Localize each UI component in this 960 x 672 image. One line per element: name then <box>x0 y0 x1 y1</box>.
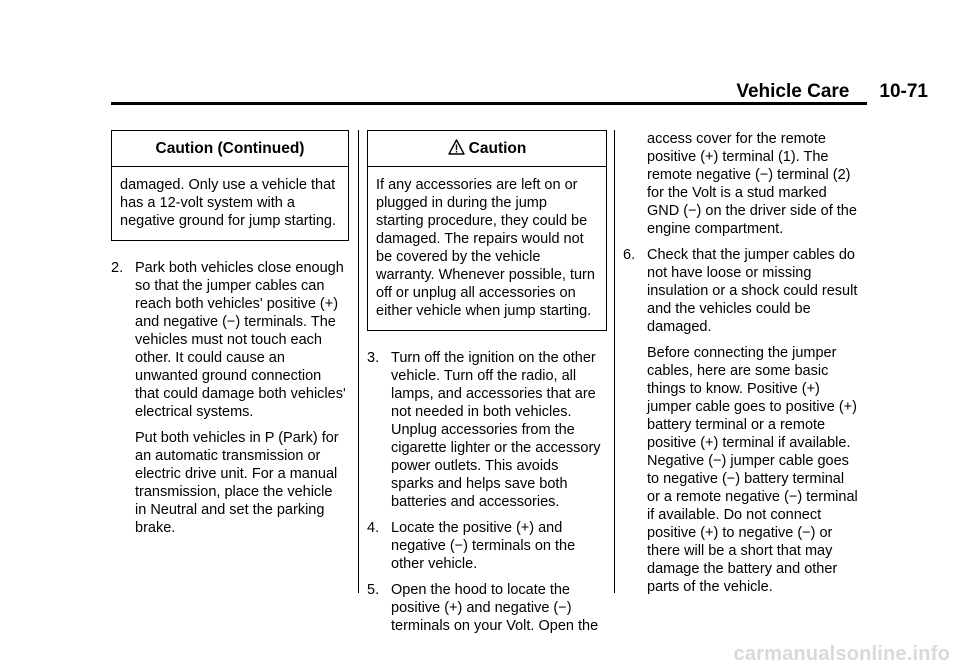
step-4 <box>367 519 607 573</box>
text-line: that could damage both vehicles' <box>135 386 346 402</box>
text-line: batteries and accessories. <box>391 494 560 510</box>
text-line: be covered by the vehicle <box>376 249 541 265</box>
text-line: If any accessories are left on or <box>376 177 578 193</box>
step-5 <box>367 581 607 635</box>
text-line: things to know. Positive (+) <box>647 381 820 397</box>
text-line: Unplug accessories from the <box>391 422 575 438</box>
text-line: so that the jumper cables can <box>135 278 325 294</box>
text-line: in Neutral and set the parking <box>135 502 325 518</box>
text-line: battery terminal or a remote <box>647 417 826 433</box>
text-line: electrical systems. <box>135 404 254 420</box>
text-line: unwanted ground connection <box>135 368 322 384</box>
step-number: 6. <box>623 247 636 263</box>
text-line: damaged. The repairs would not <box>376 231 584 247</box>
text-line: reach both vehicles' positive (+) <box>135 296 339 312</box>
text-line: warranty. Whenever possible, turn <box>376 267 595 283</box>
text-line: if available. Do not connect <box>647 507 822 523</box>
text-line: jumper cable goes to positive (+) <box>647 399 857 415</box>
caution-text <box>368 167 606 330</box>
text-line: Park both vehicles close enough <box>135 260 344 276</box>
text-line: other. It could cause an <box>135 350 285 366</box>
text-line: negative (−) terminals on the <box>391 538 576 554</box>
text-line: positive (+) terminal if available. <box>647 435 851 451</box>
caution-continued-box <box>111 130 349 241</box>
text-line: lamps, and accessories that are <box>391 386 596 402</box>
caution-header <box>368 131 606 167</box>
column-1 <box>111 130 349 537</box>
step-5-continued <box>623 130 869 238</box>
text-line: vehicle. Turn off the radio, all <box>391 368 577 384</box>
text-line: Check that the jumper cables do <box>647 247 855 263</box>
text-line: for the Volt is a stud marked <box>647 185 827 201</box>
text-line: or a remote negative (−) terminal <box>647 489 858 505</box>
page-number: 10-71 <box>879 81 928 102</box>
text-line: Turn off the ignition on the other <box>391 350 596 366</box>
text-line: damaged. Only use a vehicle that <box>120 177 336 193</box>
caution-continued-title: Caution (Continued) <box>112 131 348 167</box>
section-title: Vehicle Care <box>736 81 850 102</box>
caution-box <box>367 130 607 331</box>
step-3 <box>367 349 607 511</box>
text-line: Before connecting the jumper <box>647 345 837 361</box>
text-line: positive (+) and negative (−) <box>391 600 572 616</box>
text-line: Negative (−) jumper cable goes <box>647 453 849 469</box>
text-line: electric drive unit. For a manual <box>135 466 338 482</box>
step-2 <box>111 259 349 537</box>
step-number: 4. <box>367 520 380 536</box>
step-6 <box>623 246 869 596</box>
text-line: Open the hood to locate the <box>391 582 570 598</box>
text-line: GND (−) on the driver side of the <box>647 203 857 219</box>
step-2-note <box>135 429 349 537</box>
text-line: starting procedure, they could be <box>376 213 588 229</box>
text-line: an automatic transmission or <box>135 448 321 464</box>
step-6-note <box>647 344 869 596</box>
text-line: damage the battery and other <box>647 561 838 577</box>
text-line: there will be a short that may <box>647 543 833 559</box>
text-line: transmission, place the vehicle <box>135 484 333 500</box>
caution-title: Caution <box>468 140 527 157</box>
text-line: insulation or a shock could result <box>647 283 858 299</box>
step-number: 3. <box>367 350 380 366</box>
text-line: parts of the vehicle. <box>647 579 773 595</box>
text-line: plugged in during the jump <box>376 195 547 211</box>
text-line: cables, here are some basic <box>647 363 829 379</box>
header-rule <box>111 102 867 105</box>
column-2 <box>367 130 607 635</box>
column-divider-1 <box>358 130 359 593</box>
text-line: remote negative (−) terminal (2) <box>647 167 851 183</box>
text-line: negative ground for jump starting. <box>120 213 337 229</box>
warning-triangle-icon <box>448 133 465 169</box>
text-line: terminals on your Volt. Open the <box>391 618 599 634</box>
text-line: not have loose or missing <box>647 265 812 281</box>
text-line: power outlets. This avoids <box>391 458 559 474</box>
text-line: brake. <box>135 520 176 536</box>
column-3 <box>623 130 869 596</box>
text-line: positive (+) to negative (−) or <box>647 525 833 541</box>
page-header <box>660 81 928 103</box>
text-line: and the vehicles could be <box>647 301 811 317</box>
text-line: not needed in both vehicles. <box>391 404 572 420</box>
text-line: has a 12-volt system with a <box>120 195 295 211</box>
column-divider-2 <box>614 130 615 593</box>
text-line: vehicles must not touch each <box>135 332 322 348</box>
text-line: cigarette lighter or the accessory <box>391 440 601 456</box>
text-line: and negative (−) terminals. The <box>135 314 336 330</box>
text-line: engine compartment. <box>647 221 784 237</box>
text-line: other vehicle. <box>391 556 478 572</box>
text-line: off or unplug all accessories on <box>376 285 576 301</box>
text-line: positive (+) terminal (1). The <box>647 149 829 165</box>
step-number: 5. <box>367 582 380 598</box>
watermark: carmanualsonline.info <box>733 643 950 665</box>
caution-continued-text <box>112 167 348 240</box>
step-number: 2. <box>111 260 124 276</box>
text-line: either vehicle when jump starting. <box>376 303 592 319</box>
text-line: to negative (−) battery terminal <box>647 471 845 487</box>
text-line: Locate the positive (+) and <box>391 520 563 536</box>
text-line: access cover for the remote <box>647 131 826 147</box>
text-line: damaged. <box>647 319 712 335</box>
text-line: sparks and helps save both <box>391 476 568 492</box>
text-line: Put both vehicles in P (Park) for <box>135 430 339 446</box>
